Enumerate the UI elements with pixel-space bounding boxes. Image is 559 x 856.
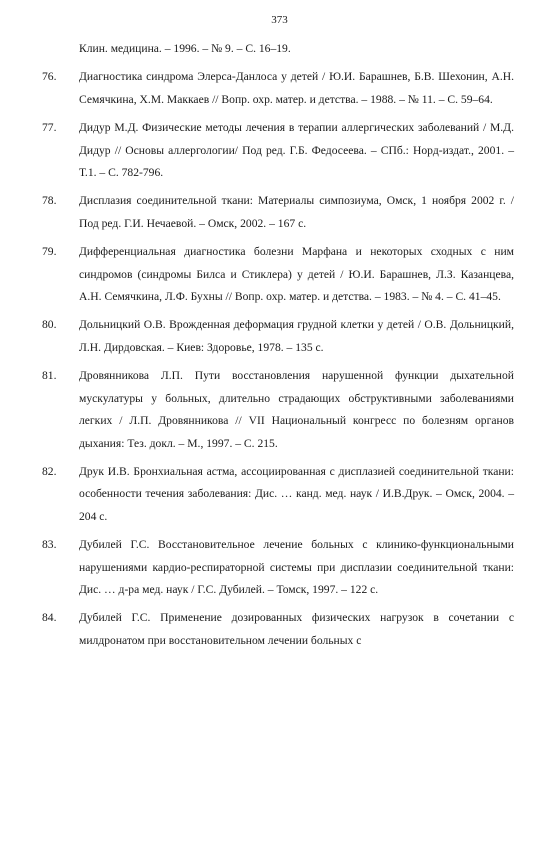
reference-item xyxy=(42,534,514,601)
reference-number: 83. xyxy=(42,538,57,552)
reference-text: Дровянникова Л.П. Пути восстановления нарушенной функции дыхательной мускулатуры у больных, длительно страдающих обструктивными заболеваниями легких / Л.П. Дровянникова // VII Национальный конгресс по болезням органов дыхания: Тез. докл. – М., 1997. – С. 215. xyxy=(79,369,514,450)
reference-item xyxy=(42,314,514,359)
reference-item xyxy=(42,607,514,652)
reference-list xyxy=(42,38,514,658)
reference-text: Дольницкий О.В. Врожденная деформация грудной клетки у детей / О.В. Дольницкий, Л.Н. Дирдовская. – Киев: Здоровье, 1978. – 135 с. xyxy=(79,318,514,354)
reference-item xyxy=(42,241,514,308)
reference-number: 82. xyxy=(42,464,57,478)
reference-item xyxy=(42,190,514,235)
reference-number: 78. xyxy=(42,194,57,208)
reference-number: 76. xyxy=(42,70,57,84)
reference-text: Диагностика синдрома Элерса-Данлоса у детей / Ю.И. Барашнев, Б.В. Шехонин, А.Н. Семячкина, Х.М. Маккаев // Вопр. охр. матер. и детства. – 1988. – № 11. – С. 59–64. xyxy=(79,70,514,106)
reference-text: Дифференциальная диагностика болезни Марфана и некоторых сходных с ним синдромов (синдромы Билса и Стиклера) у детей / Ю.И. Барашнев, Л.З. Казанцева, А.Н. Семячкина, Л.Ф. Бухны // Вопр. охр. матер. и детства. – 1983. – № 4. – С. 41–45. xyxy=(79,245,514,304)
reference-number: 84. xyxy=(42,611,57,625)
reference-number: 77. xyxy=(42,121,57,135)
reference-item xyxy=(42,38,514,60)
reference-number: 81. xyxy=(42,369,57,383)
reference-item xyxy=(42,461,514,528)
reference-text: Дидур М.Д. Физические методы лечения в терапии аллергических заболеваний / М.Д. Дидур // Основы аллергологии/ Под ред. Г.Б. Федосеева. – СПб.: Норд-издат., 2001. – Т.1. – С. 782-796. xyxy=(79,121,514,180)
page-number: 373 xyxy=(271,14,288,26)
reference-item xyxy=(42,66,514,111)
reference-text: Друк И.В. Бронхиальная астма, ассоциированная с дисплазией соединительной ткани: особенности течения заболевания: Дис. … канд. мед. наук / И.В.Друк. – Омск, 2004. – 204 с. xyxy=(79,464,514,523)
reference-text: Дубилей Г.С. Восстановительное лечение больных с клинико-функциональными нарушениями кардио-респираторной системы при дисплазии соединительной ткани: Дис. … д-ра мед. наук / Г.С. Дубилей. – Томск, 1997. – 122 с. xyxy=(79,538,514,596)
reference-number: 79. xyxy=(42,245,57,259)
reference-text: Дубилей Г.С. Применение дозированных физических нагрузок в сочетании с милдронатом при восстановительном лечении больных с xyxy=(79,611,514,647)
reference-item xyxy=(42,117,514,184)
reference-item xyxy=(42,365,514,455)
reference-text: Дисплазия соединительной ткани: Материалы симпозиума, Омск, 1 ноября 2002 г. / Под ред. Г.И. Нечаевой. – Омск, 2002. – 167 с. xyxy=(79,194,514,230)
reference-number: 80. xyxy=(42,318,57,332)
reference-text: Клин. медицина. – 1996. – № 9. – С. 16–19. xyxy=(79,42,291,55)
